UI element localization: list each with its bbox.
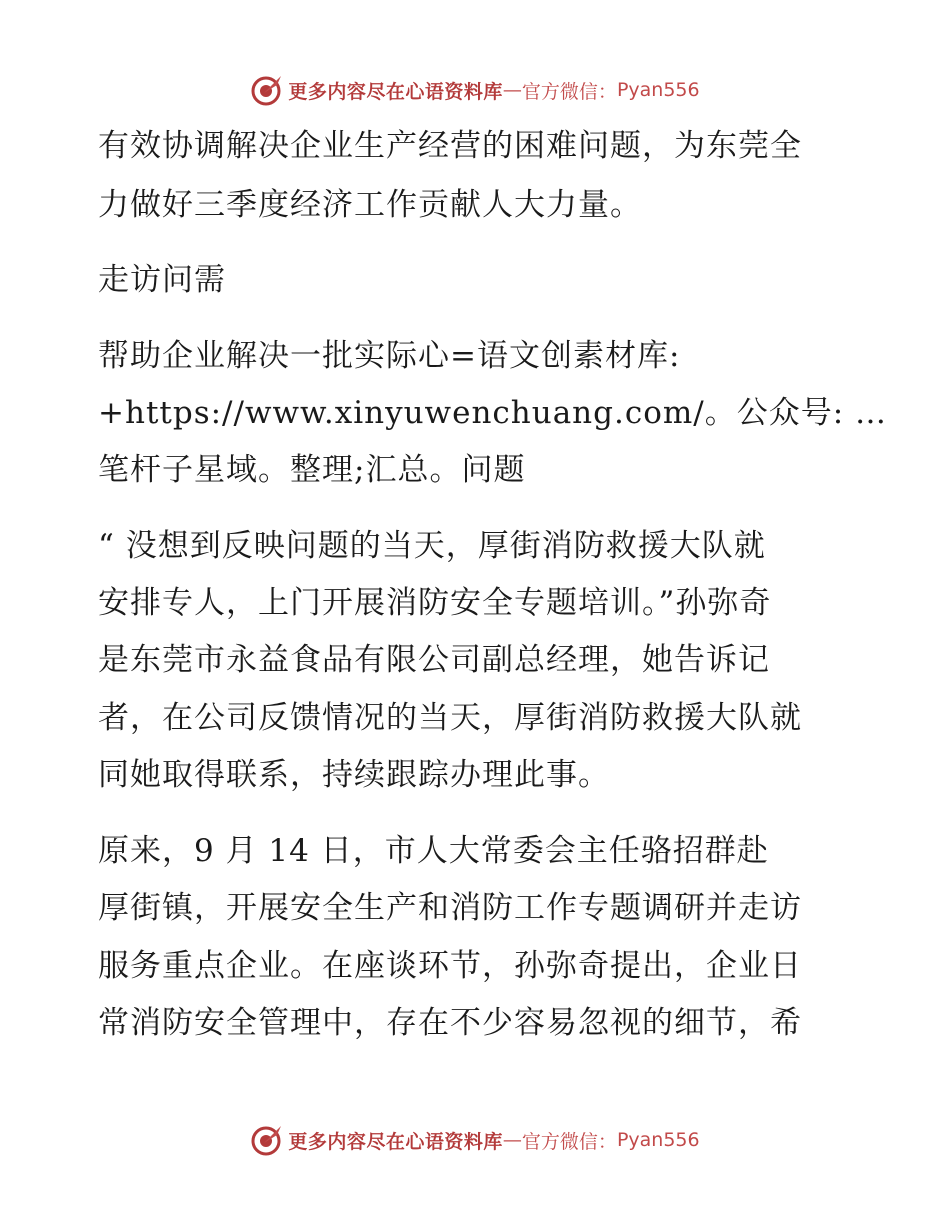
text-line: 常消防安全管理中，存在不少容易忽视的细节，希 [98, 1005, 802, 1041]
header-banner [0, 72, 950, 108]
text-line: 安排专人，上门开展消防安全专题培训。”孙弥奇 [98, 585, 772, 621]
text-line: 原来，9 月 14 日，市人大常委会主任骆招群赴 [98, 833, 769, 869]
text-line: 笔杆子星域。整理;汇总。问题 [98, 452, 526, 488]
text-line: 是东莞市永益食品有限公司副总经理，她告诉记 [98, 642, 770, 678]
text-line: +https://www.xinyuwenchuang.com/。公众号: … [98, 395, 888, 431]
banner-brand: 更多内容尽在心语资料库 [288, 1130, 503, 1153]
quill-logo-icon [250, 73, 284, 107]
text-line: 帮助企业解决一批实际心=语文创素材库: [98, 338, 681, 374]
quill-logo-icon [250, 1123, 284, 1157]
text-line: 力做好三季度经济工作贡献人大力量。 [98, 187, 642, 223]
banner-dash: — [502, 79, 522, 101]
text-line: 厚街镇，开展安全生产和消防工作专题调研并走访 [98, 890, 802, 926]
banner-wechat-id: Pyan556 [616, 79, 700, 101]
footer-banner [0, 1122, 950, 1158]
section-heading: 走访问需 [98, 262, 226, 298]
banner-wechat-label: 官方微信： [521, 1130, 617, 1153]
text-line: 有效协调解决企业生产经营的困难问题，为东莞全 [98, 128, 802, 164]
banner-dash: — [502, 1129, 522, 1151]
text-line: “ 没想到反映问题的当天，厚街消防救援大队就 [98, 528, 766, 564]
banner-brand: 更多内容尽在心语资料库 [288, 80, 503, 103]
banner-wechat-id: Pyan556 [616, 1129, 700, 1151]
text-line: 同她取得联系，持续跟踪办理此事。 [98, 757, 610, 793]
banner-wechat-label: 官方微信： [521, 80, 617, 103]
text-line: 服务重点企业。在座谈环节，孙弥奇提出，企业日 [98, 948, 802, 984]
text-line: 者，在公司反馈情况的当天，厚街消防救援大队就 [98, 700, 802, 736]
